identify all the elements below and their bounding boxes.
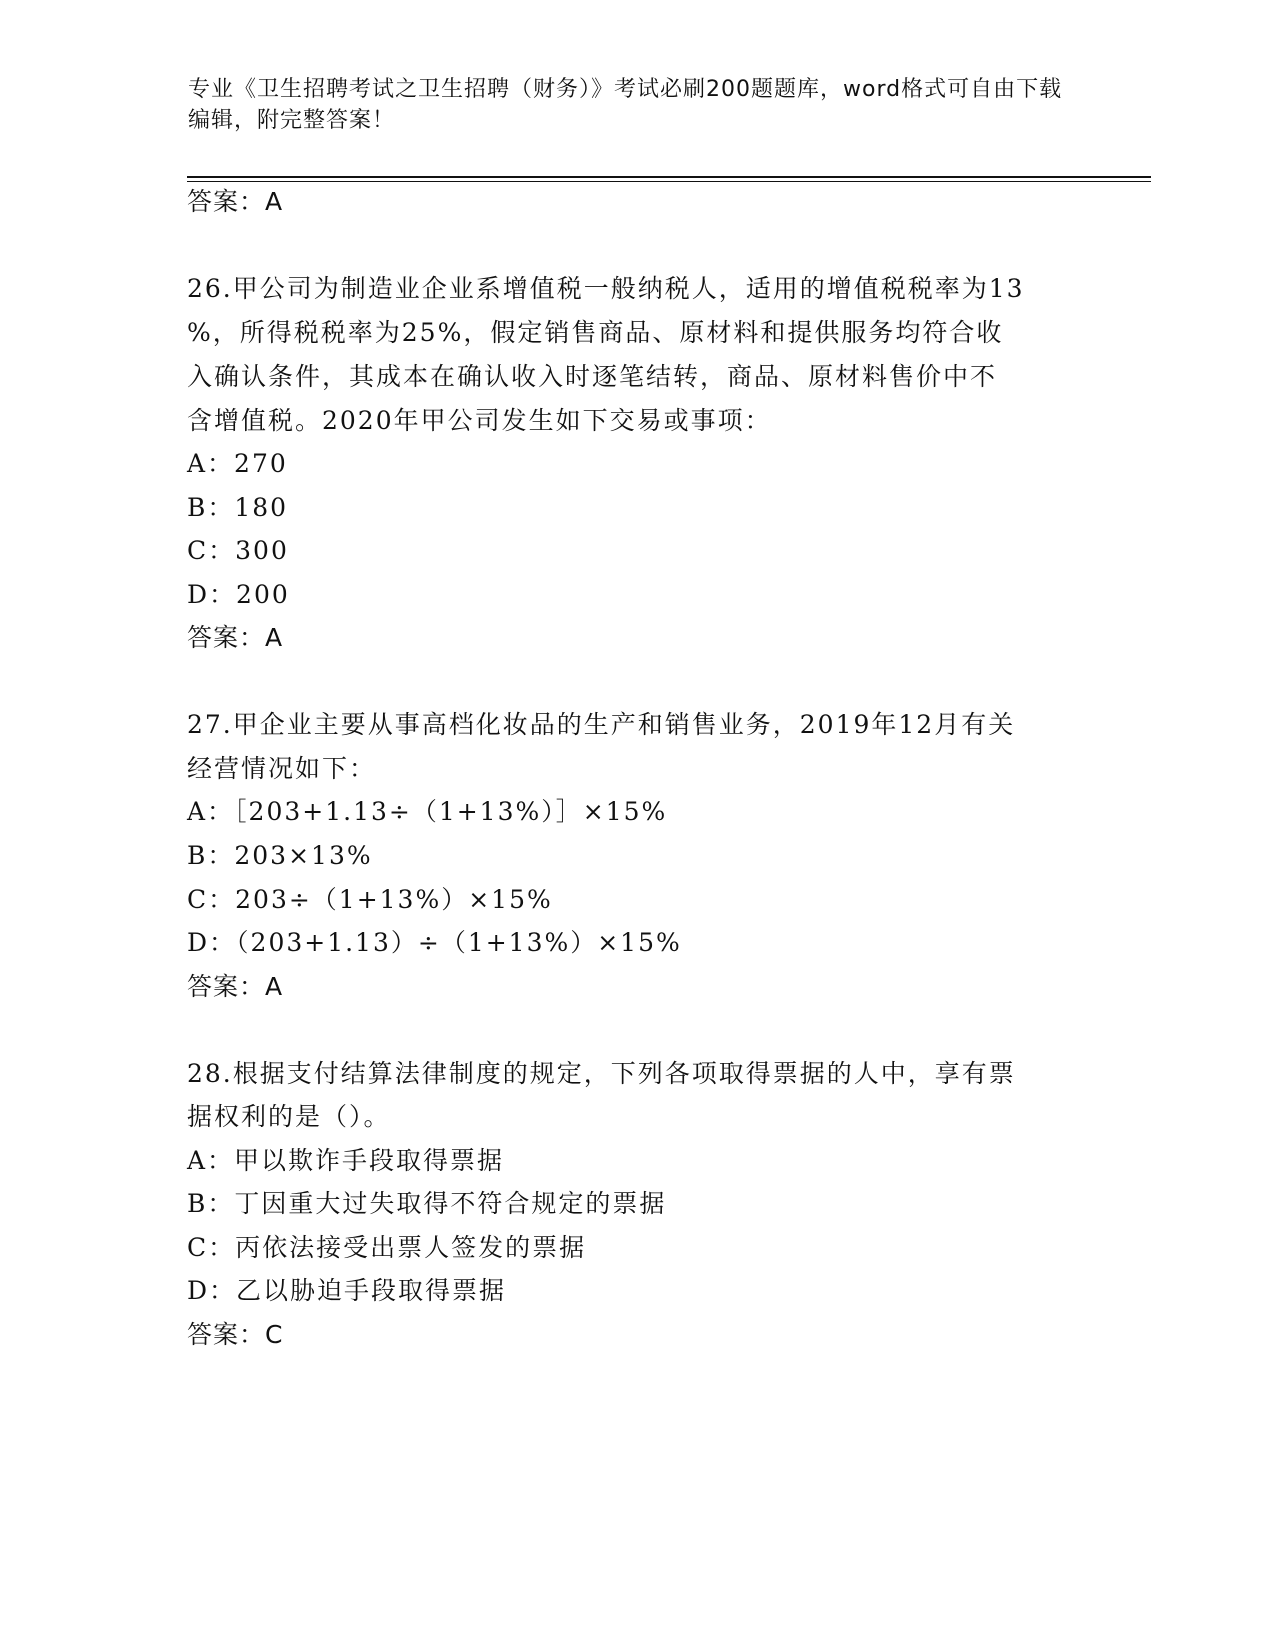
question-27-option-a: A：［203+1.13÷（1+13%）］×15%: [187, 797, 668, 826]
question-28-option-a: A：甲以欺诈手段取得票据: [187, 1146, 505, 1175]
question-28-option-b: B：丁因重大过失取得不符合规定的票据: [187, 1189, 667, 1218]
question-26-option-c: C：300: [187, 536, 289, 565]
header-rule-thin: [187, 181, 1151, 182]
question-26-stem-line-3: 入确认条件，其成本在确认收入时逐笔结转，商品、原材料售价中不: [187, 362, 998, 391]
question-26-option-a: A：270: [187, 449, 288, 478]
question-26-option-b: B：180: [187, 493, 289, 522]
question-27-stem-line-1: 27.甲企业主要从事高档化妆品的生产和销售业务，2019年12月有关: [187, 710, 1016, 739]
question-28-answer: 答案：C: [187, 1320, 284, 1349]
question-26-stem-line-1: 26.甲公司为制造业企业系增值税一般纳税人，适用的增值税税率为13: [187, 274, 1025, 303]
question-27-answer: 答案：A: [187, 972, 284, 1001]
previous-answer: 答案：A: [187, 187, 284, 216]
question-27-option-b: B：203×13%: [187, 841, 373, 870]
question-26-option-d: D：200: [187, 580, 290, 609]
question-28-stem-line-2: 据权利的是（）。: [187, 1102, 391, 1131]
question-27-stem-line-2: 经营情况如下：: [187, 754, 377, 783]
question-27-option-c: C：203÷（1+13%）×15%: [187, 885, 553, 914]
question-28-stem-line-1: 28.根据支付结算法律制度的规定，下列各项取得票据的人中，享有票: [187, 1059, 1016, 1088]
question-27-option-d: D：（203+1.13）÷（1+13%）×15%: [187, 928, 682, 957]
question-26-stem-line-2: %，所得税税率为25%，假定销售商品、原材料和提供服务均符合收: [187, 318, 1004, 347]
header-rule-thick: [187, 176, 1151, 178]
question-26-stem-line-4: 含增值税。2020年甲公司发生如下交易或事项：: [187, 406, 772, 435]
question-26-answer: 答案：A: [187, 623, 284, 652]
page-header-title: 专业《卫生招聘考试之卫生招聘（财务）》考试必刷200题题库，word格式可自由下载编辑，附完整答案！: [188, 77, 1063, 133]
question-28-option-d: D：乙以胁迫手段取得票据: [187, 1276, 507, 1305]
question-28-option-c: C：丙依法接受出票人签发的票据: [187, 1233, 587, 1262]
